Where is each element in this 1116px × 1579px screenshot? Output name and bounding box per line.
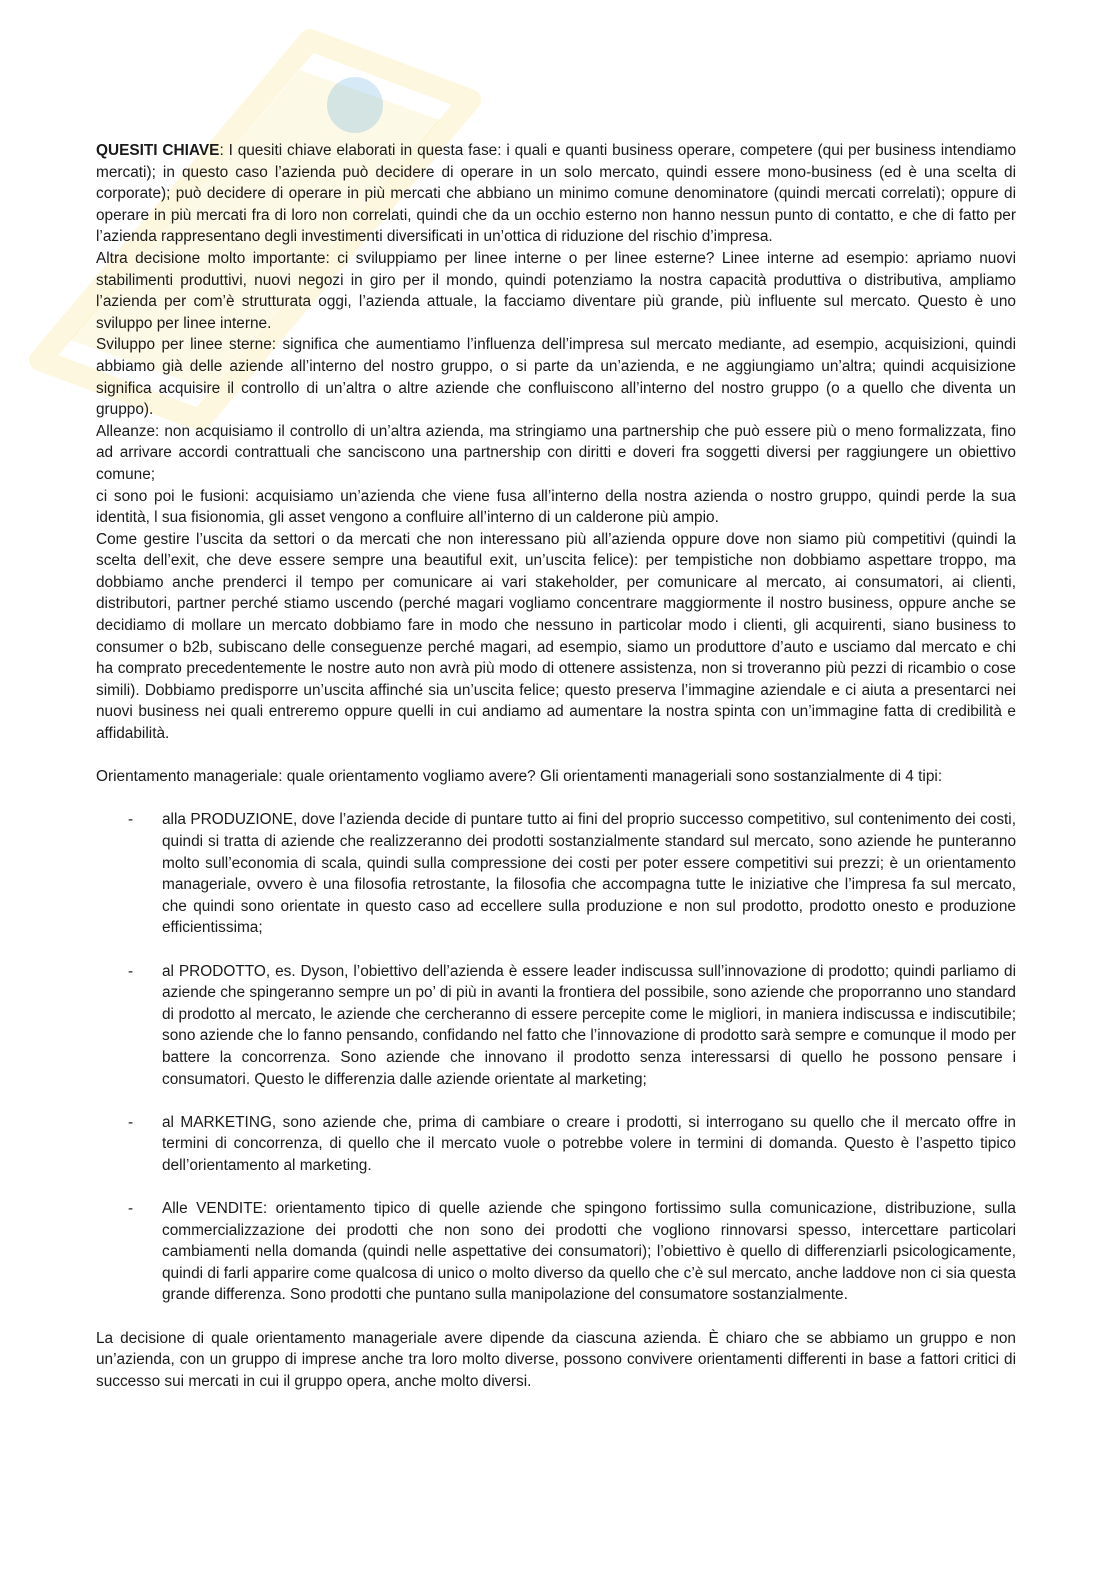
list-bullet: - [128,1113,134,1131]
list-item-text: Alle VENDITE: orientamento tipico di quelle aziende che spingono fortissimo sulla comunicazione, distribuzione, sulla commercializzazione dei prodotti che non sono dei prodotti che vogliono rinnovarsi spesso, intercettare particolari cambiamenti nella domanda (quindi nelle aspettative dei consumatori); l’obiettivo è quello di differenziarli psicologicamente, quindi di farli apparire come qualcosa di unico o molto diverso da quello che c’è sul mercato, anche laddove non ci sia questa grande differenza. Sono prodotti che puntano sulla manipolazione del consumatore sostanzialmente. [162,1200,1016,1304]
orientation-list [96,809,1016,1306]
paragraph-exit: Come gestire l’uscita da settori o da mercati che non interessano più all’azienda oppure dove non siamo più competitivi (quindi la scelta dell’exit, che deve essere sempre una beautiful exit, un’uscita felice): per tempistiche non dobbiamo aspettare troppo, ma dobbiamo anche prenderci il tempo per comunicare ai vari stakeholder, per comunicare al mercato, ai consumatori, ai clienti, distributori, partner perché stiamo uscendo (perché magari vogliamo concentrare maggiormente il nostro business, oppure anche se decidiamo di mollare un mercato dobbiamo fare in modo che nessuno in particolar modo i clienti, gli acquirenti, siano business to consumer o b2b, subiscano delle conseguenze perché magari, ad esempio, siamo un produttore d’auto e usciamo dal mercato e chi ha comprato precedentemente le nostre auto non avrà più modo di ottenere assistenza, non si troveranno più pezzi di ricambio o cose simili). Dobbiamo predisporre un’uscita affinché sia un’uscita felice; questo preserva l’immagine aziendale e ci aiuta a presentarci nei nuovi business nei quali entreremo oppure quelli in cui andiamo ad aumentare la nostra spinta con un’immagine fatta di credibilità e affidabilità. [96,530,1016,743]
paragraph-mergers: ci sono poi le fusioni: acquisiamo un’azienda che viene fusa all’interno della nostra azienda o nostro gruppo, quindi perde la sua identità, l sua fisionomia, gli asset vengono a confluire all’interno di un calderone più ampio. [96,487,1016,527]
list-item-sales [96,1198,1016,1306]
document-page [96,140,1016,1392]
list-item-text: al PRODOTTO, es. Dyson, l’obiettivo dell’azienda è essere leader indiscussa sull’innovazione di prodotto; quindi parliamo di aziende che spingeranno sempre un po’ di più in avanti la frontiera del possibile, sono aziende che proporranno uno standard di prodotto al mercato, le aziende che cercheranno di essere percepite come le migliori, in maniera indiscussa e indiscutibile; sono aziende che lo fanno pensando, confidando nel fatto che l’innovazione di prodotto sarà sempre e comunque il modo per battere la concorrenza. Sono aziende che innovano il prodotto senza interessarsi di quello he possono pensare i consumatori. Questo le differenzia dalle aziende orientate al marketing; [162,962,1016,1088]
list-item-text: al MARKETING, sono aziende che, prima di cambiare o creare i prodotti, si interrogano su quello che il mercato offre in termini di concorrenza, di quello che il mercato vuole o potrebbe volere in termini di domanda. Questo è l’aspetto tipico dell’orientamento al marketing. [162,1113,1016,1174]
key-questions-label: QUESITI CHIAVE [96,142,220,159]
list-item-product [96,961,1016,1091]
list-item-text: alla PRODUZIONE, dove l’azienda decide di puntare tutto ai fini del proprio successo competitivo, sul contenimento dei costi, quindi si tratta di aziende che realizzeranno dei prodotti sostanzialmente standard sul mercato, sono aziende he punteranno molto sull’economia di scala, quindi sulla compressione dei costi per poter essere competitivi sui prezzi; è un orientamento manageriale, ovvero è una filosofia retrostante, la filosofia che accompagna tutte le iniziative che l’impresa fa sul mercato, che quindi sono orientate in questo caso ad eccellere sulla produzione e non sul prodotto, prodotto onesto e produzione efficientissima; [162,811,1016,937]
paragraph-external-growth: Sviluppo per linee sterne: significa che aumentiamo l’influenza dell’impresa sul mercato mediante, ad esempio, acquisizioni, quindi abbiamo già delle aziende all’interno del nostro gruppo, o si parte da un’azienda, e ne aggiungiamo un’altra; quindi acquisizione significa acquisire il controllo di un’altra o altre aziende che confluiscono all’interno del nostro gruppo (o a quello che diventa un gruppo). [96,336,1016,419]
conclusion-paragraph: La decisione di quale orientamento manageriale avere dipende da ciascuna azienda. È chiaro che se abbiamo un gruppo e non un’azienda, con un gruppo di imprese anche tra loro molto diverse, possono convivere orientamenti differenti in base a fattori critici di successo sui mercati in cui il gruppo opera, anche molto diversi. [96,1329,1016,1390]
list-item-marketing [96,1112,1016,1177]
list-bullet: - [128,811,134,829]
orientation-intro: Orientamento manageriale: quale orientamento vogliamo avere? Gli orientamenti manageriali sono sostanzialmente di 4 tipi: [96,768,943,786]
list-item-production [96,809,1016,939]
intro-paragraph [96,140,1016,248]
intro-text: : I quesiti chiave elaborati in questa fase: i quali e quanti business operare, competere (qui per business intendiamo mercati); in questo caso l’azienda può decidere di operare in un solo mercato, quindi essere mono-business (ed è una scelta di corporate); può decidere di operare in più mercati che abbiano un minimo comune denominatore (quindi mercati correlati); oppure di operare in più mercati fra di loro non correlati, quindi che da un occhio esterno non hanno nessun punto di contatto, e che di fatto per l’azienda rappresentano degli investimenti diversificati in un’ottica di riduzione del rischio d’impresa. [96,142,1017,246]
list-bullet: - [128,962,134,980]
paragraph-alliances: Alleanze: non acquisiamo il controllo di un’altra azienda, ma stringiamo una partnership che può essere più o meno formalizzata, fino ad arrivare accordi contrattuali che sanciscono una partnership con diritti e doveri fra soggetti diversi per raggiungere un obiettivo comune; [96,422,1016,483]
list-bullet: - [128,1200,134,1218]
paragraph-internal-growth: Altra decisione molto importante: ci sviluppiamo per linee interne o per linee esterne? Linee interne ad esempio: apriamo nuovi stabilimenti produttivi, nuovi negozi in giro per il mondo, quindi potenziamo la nostra capacità produttiva o distributiva, ampliamo l’azienda per com’è strutturata oggi, l’azienda attuale, la facciamo diventare più grande, più influente sul mercato. Questo è uno sviluppo per linee interne. [96,249,1016,332]
